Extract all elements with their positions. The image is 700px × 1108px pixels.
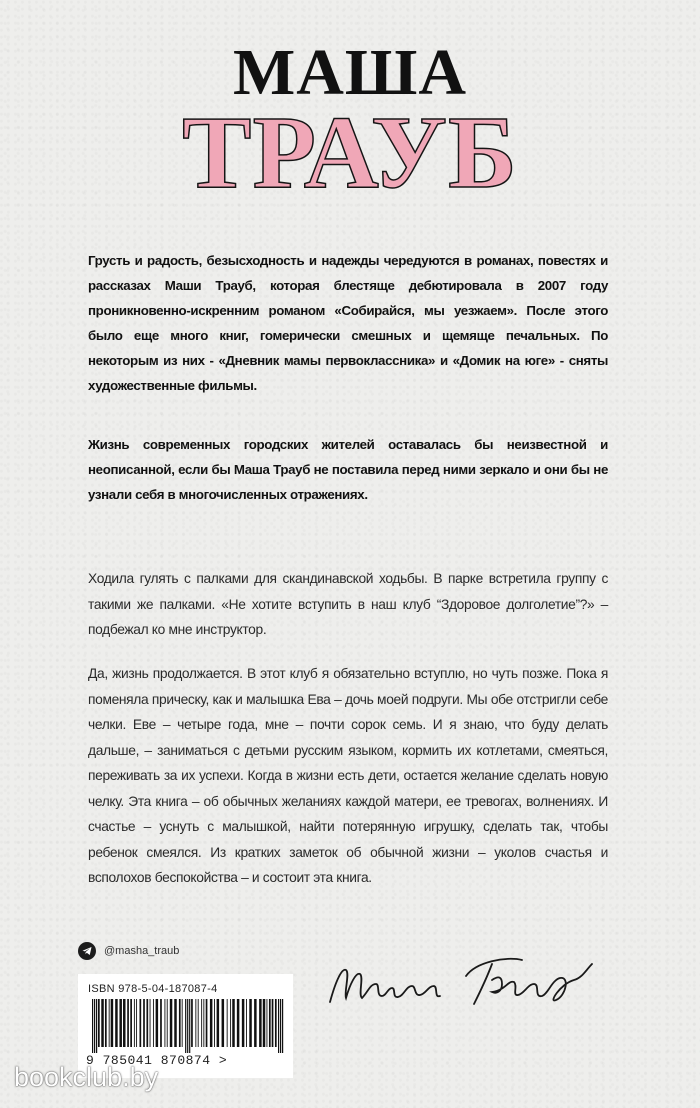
isbn-text: ISBN 978-5-04-187087-4 — [88, 983, 218, 995]
description-paragraph: Жизнь современных городских жителей оставалась бы неизвестной и неописанной, если бы Маша Трауб не поставила перед ними зеркало и они бы не узнали себя в многочисленных отражениях. — [88, 437, 608, 502]
book-excerpt — [88, 566, 608, 665]
book-description — [88, 248, 608, 398]
author-first-name: МАША — [232, 36, 468, 109]
excerpt-paragraph: Ходила гулять с палками для скандинавской ходьбы. В парке встретила группу с такими же палками. «Не хотите вступить в наш клуб “Здоровое долголетие”?» – подбежал ко мне инструктор. — [88, 571, 608, 637]
book-excerpt-2 — [88, 661, 608, 913]
description-paragraph: Грусть и радость, безысходность и надежды чередуются в романах, повестях и рассказах Маши Трауб, которая блестяще дебютировала в 2007 году проникновенно-искренним романом «Собирайся, мы уезжаем». После этого было еще много книг, гомерически смешных и щемяще печальных. По некоторым из них - «Дневник мамы первоклассника» и «Домик на юге» - сняты художественные фильмы. — [88, 253, 608, 393]
author-last-name: ТРАУБ — [182, 95, 518, 210]
telegram-handle: @masha_traub — [104, 945, 180, 957]
telegram-link[interactable] — [78, 940, 179, 962]
barcode-bars — [86, 999, 290, 1053]
barcode-digits: 9 785041 870874 > — [86, 1053, 228, 1068]
author-signature — [316, 940, 606, 1035]
telegram-icon — [78, 942, 96, 960]
watermark: bookclub.by — [14, 1062, 159, 1092]
excerpt-paragraph: Да, жизнь продолжается. В этот клуб я обязательно вступлю, но чуть позже. Пока я поменяла прическу, как и малышка Ева – дочь моей подруги. Мы обе отстригли себе челки. Еве – четыре года, мне – почти сорок семь. И я знаю, что буду делать дальше, – заниматься с детьми русским языком, кормить их котлетами, смеяться, переживать за их успехи. Когда в жизни есть дети, остается желание сделать новую челку. Эта книга – об обычных желаниях каждой матери, ее тревогах, волнениях. И счастье – уснуть с малышкой, найти потерянную игрушку, сделать так, чтобы ребенок смеялся. Из кратких заметок об обычной жизни – уколов счастья и всполохов беспокойства – и состоит эта книга. — [88, 666, 608, 885]
book-description-2 — [88, 432, 608, 507]
